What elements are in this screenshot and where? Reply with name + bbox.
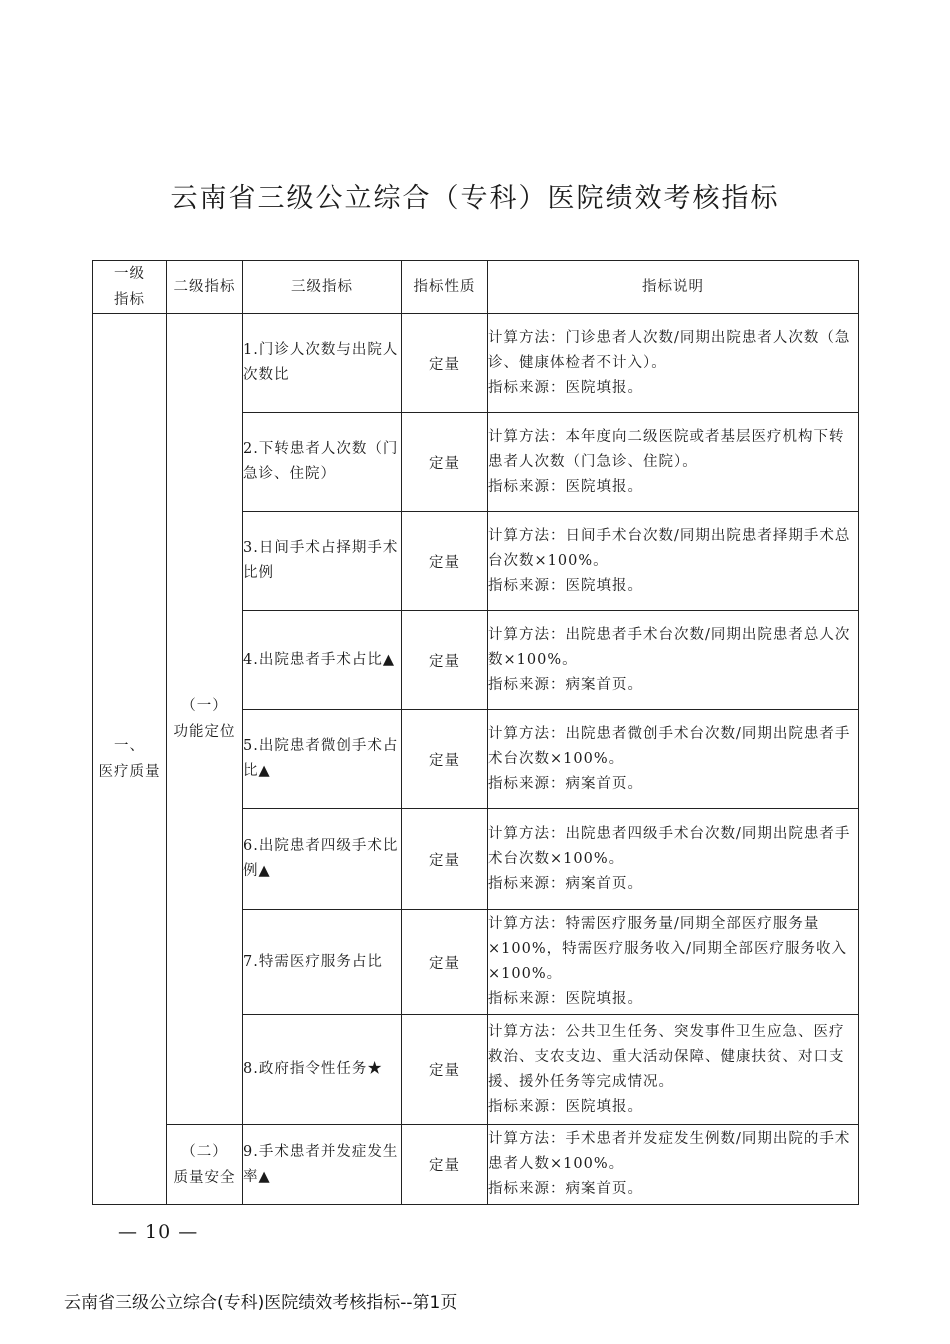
nature-cell: 定量 [402, 710, 488, 809]
description-cell [488, 710, 859, 809]
level1-line2: 医疗质量 [98, 764, 161, 780]
indicator-source: 指标来源：医院填报。 [488, 991, 643, 1007]
indicator-table [92, 260, 859, 1205]
header-level3: 三级指标 [243, 261, 402, 314]
level2-line2: 功能定位 [173, 724, 236, 740]
level2-line1: （一） [181, 698, 228, 714]
header-nature: 指标性质 [402, 261, 488, 314]
indicator-cell: 9.手术患者并发症发生率▲ [243, 1125, 402, 1205]
calculation-method: 计算方法：本年度向二级医院或者基层医疗机构下转患者人次数（门急诊、住院）。 [488, 428, 845, 470]
footer-caption: 云南省三级公立综合(专科)医院绩效考核指标--第1页 [64, 1293, 458, 1313]
description-cell [488, 910, 859, 1015]
indicator-source: 指标来源：医院填报。 [488, 577, 643, 594]
header-level2: 二级指标 [167, 261, 243, 314]
level1-cell [93, 314, 167, 1205]
nature-cell: 定量 [402, 314, 488, 413]
table-header-row [93, 261, 859, 314]
nature-cell: 定量 [402, 910, 488, 1015]
indicator-cell: 7.特需医疗服务占比 [243, 910, 402, 1015]
document-title: 云南省三级公立综合（专科）医院绩效考核指标 [170, 183, 780, 214]
calculation-method: 计算方法：出院患者手术台次数/同期出院患者总人次数×100%。 [488, 626, 851, 668]
calculation-method: 计算方法：出院患者四级手术台次数/同期出院患者手术台次数×100%。 [488, 825, 851, 867]
calculation-method: 计算方法：日间手术台次数/同期出院患者择期手术总台次数×100%。 [488, 527, 851, 569]
calculation-method: 计算方法：特需医疗服务量/同期全部医疗服务量×100%，特需医疗服务收入/同期全部医疗服务收入×100%。 [488, 916, 847, 982]
indicator-cell: 2.下转患者人次数（门急诊、住院） [243, 413, 402, 512]
level2-line1: （二） [181, 1143, 228, 1160]
level2-cell-functional-positioning [167, 314, 243, 1125]
description-cell [488, 809, 859, 910]
indicator-cell: 3.日间手术占择期手术比例 [243, 512, 402, 611]
level1-line1: 一、 [114, 738, 145, 754]
level2-line2: 质量安全 [173, 1169, 236, 1186]
indicator-source: 指标来源：病案首页。 [488, 1181, 643, 1197]
header-level1 [93, 261, 167, 314]
indicator-source: 指标来源：病案首页。 [488, 676, 643, 693]
description-cell [488, 1015, 859, 1125]
indicator-source: 指标来源：病案首页。 [488, 775, 643, 792]
level2-cell-quality-safety [167, 1125, 243, 1205]
calculation-method: 计算方法：门诊患者人次数/同期出院患者人次数（急诊、健康体检者不计入）。 [488, 329, 851, 371]
nature-cell: 定量 [402, 809, 488, 910]
indicator-source: 指标来源：医院填报。 [488, 379, 643, 396]
indicator-cell: 8.政府指令性任务★ [243, 1015, 402, 1125]
calculation-method: 计算方法：出院患者微创手术台次数/同期出院患者手术台次数×100%。 [488, 725, 851, 767]
nature-cell: 定量 [402, 1015, 488, 1125]
page-number: — 10 — [118, 1221, 199, 1243]
header-description: 指标说明 [488, 261, 859, 314]
indicator-source: 指标来源：医院填报。 [488, 478, 643, 495]
nature-cell: 定量 [402, 413, 488, 512]
description-cell [488, 512, 859, 611]
description-cell [488, 413, 859, 512]
indicator-cell: 6.出院患者四级手术比例▲ [243, 809, 402, 910]
table-row [93, 1125, 859, 1205]
description-cell [488, 1125, 859, 1205]
description-cell [488, 314, 859, 413]
header-level1-line2: 指标 [114, 292, 145, 308]
nature-cell: 定量 [402, 1125, 488, 1205]
calculation-method: 计算方法：公共卫生任务、突发事件卫生应急、医疗救治、支农支边、重大活动保障、健康扶贫、对口支援、援外任务等完成情况。 [488, 1023, 845, 1090]
indicator-cell: 4.出院患者手术占比▲ [243, 611, 402, 710]
indicator-source: 指标来源：医院填报。 [488, 1098, 643, 1115]
indicator-cell: 5.出院患者微创手术占比▲ [243, 710, 402, 809]
nature-cell: 定量 [402, 611, 488, 710]
table-row [93, 314, 859, 413]
description-cell [488, 611, 859, 710]
nature-cell: 定量 [402, 512, 488, 611]
indicator-source: 指标来源：病案首页。 [488, 875, 643, 892]
header-level1-line1: 一级 [114, 266, 145, 282]
indicator-cell: 1.门诊人次数与出院人次数比 [243, 314, 402, 413]
calculation-method: 计算方法：手术患者并发症发生例数/同期出院的手术患者人数×100%。 [488, 1131, 851, 1172]
